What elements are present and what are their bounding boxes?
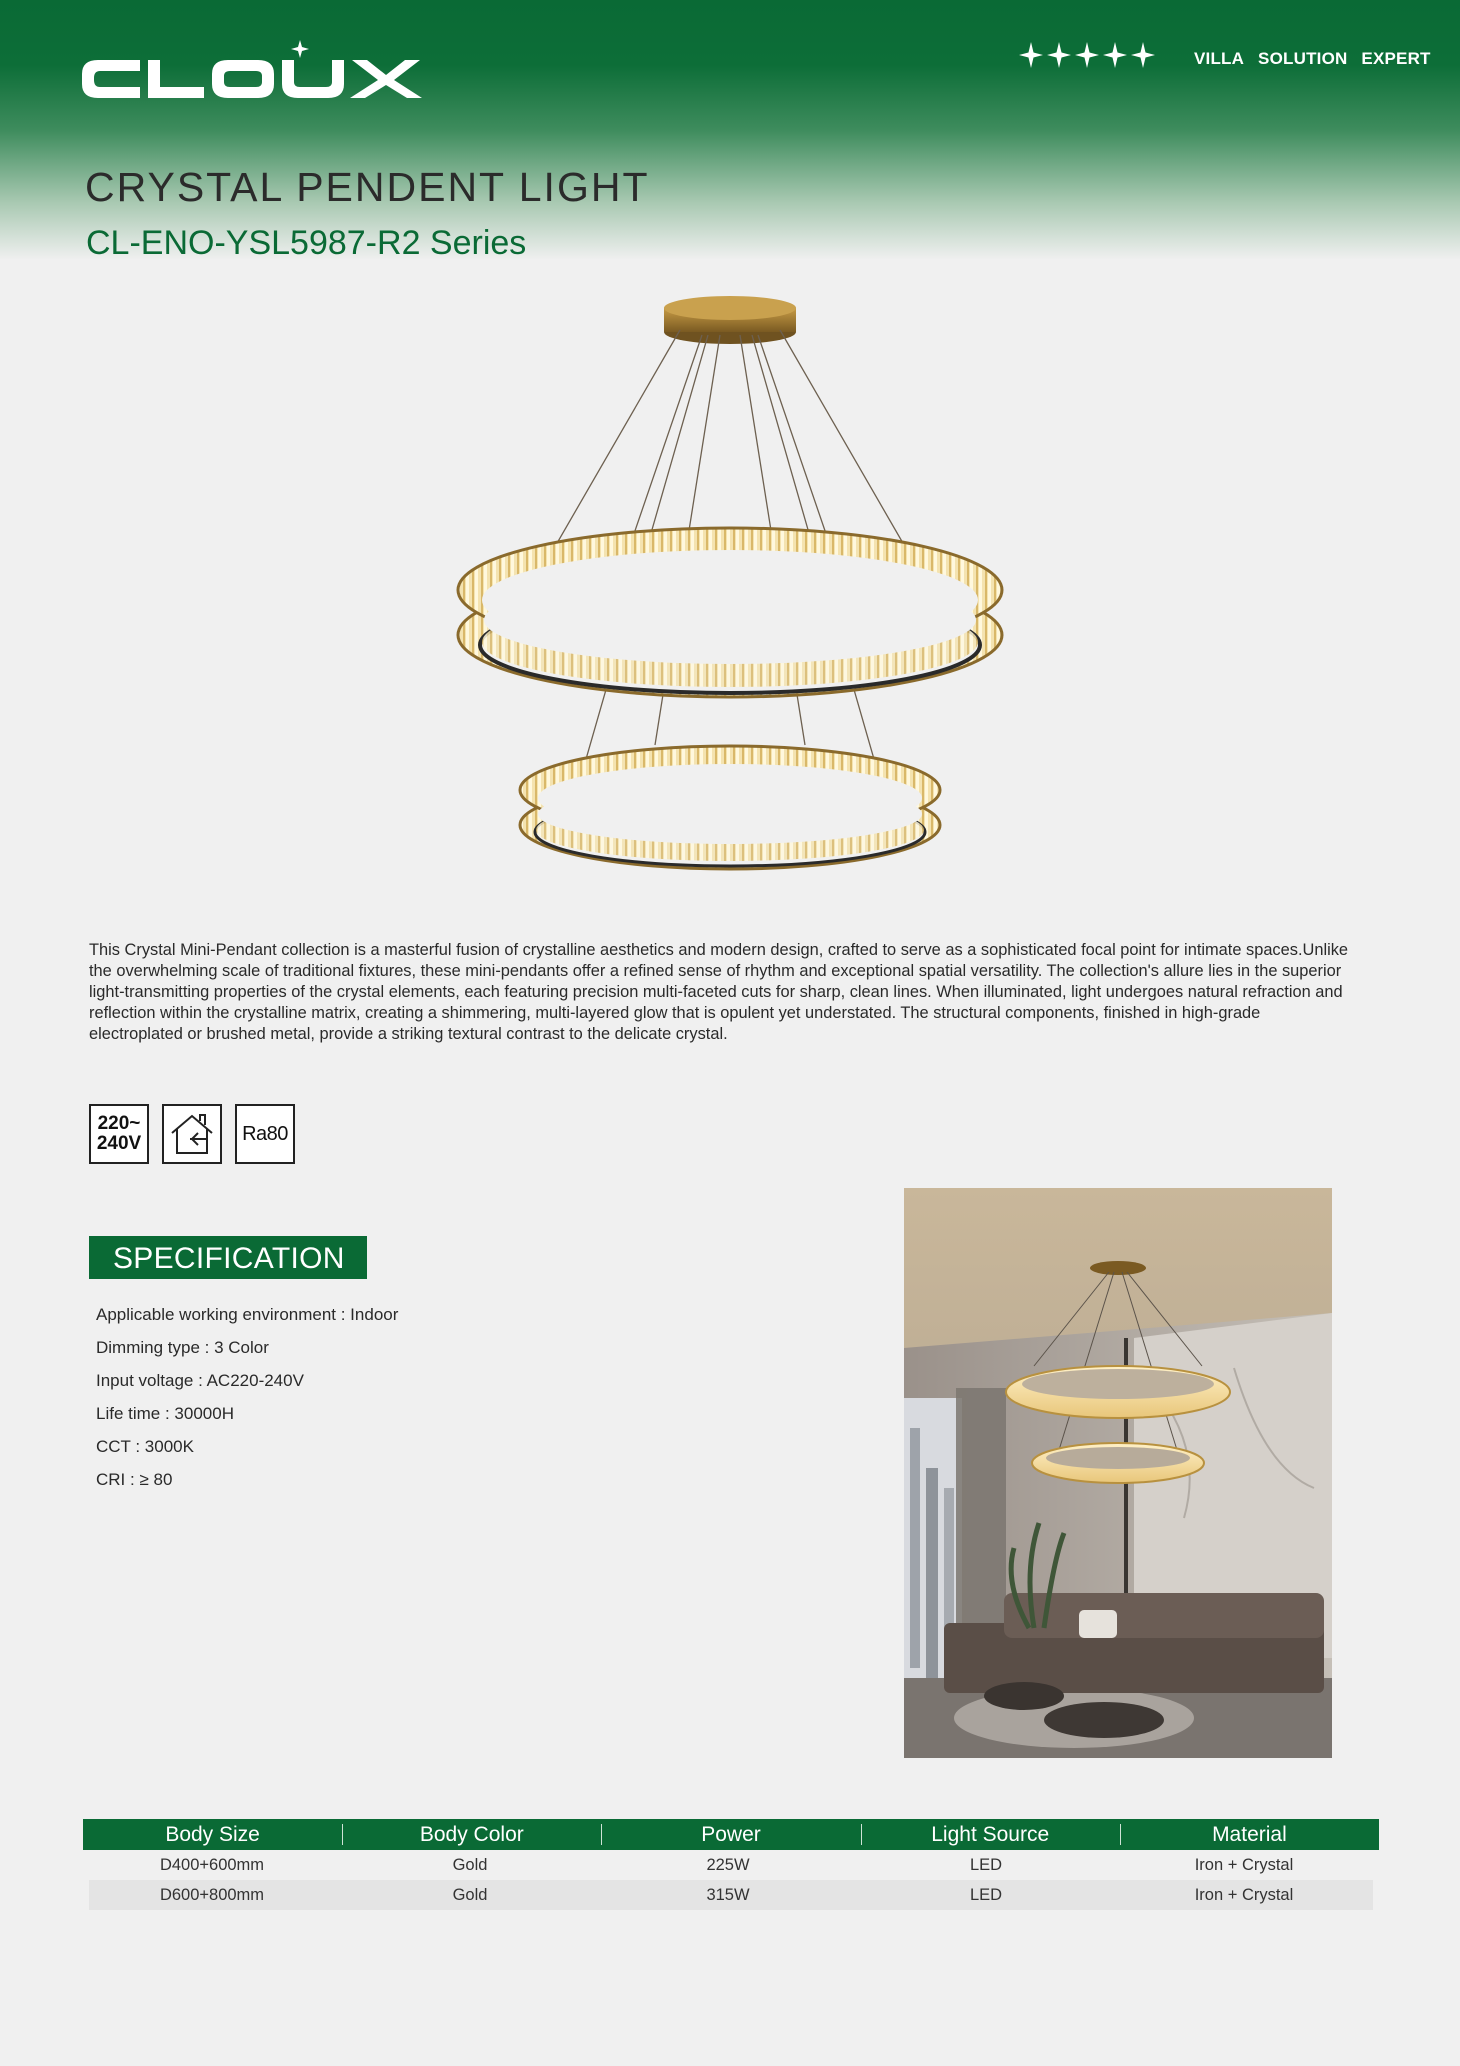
header-banner bbox=[0, 0, 1460, 260]
room-scene-image bbox=[904, 1188, 1332, 1758]
product-title: CRYSTAL PENDENT LIGHT bbox=[85, 164, 650, 210]
column-header: Body Size bbox=[165, 1823, 260, 1846]
spec-item: CCT : 3000K bbox=[96, 1437, 194, 1456]
product-series: CL-ENO-YSL5987-R2 Series bbox=[86, 224, 527, 262]
cloux-logo bbox=[82, 40, 437, 105]
star-icon bbox=[1074, 40, 1100, 70]
spec-header: SPECIFICATION bbox=[89, 1236, 367, 1279]
table-cell: Iron + Crystal bbox=[1194, 1886, 1294, 1904]
column-header: Power bbox=[601, 1819, 860, 1850]
spec-item: Input voltage : AC220-240V bbox=[96, 1371, 304, 1390]
column-header: Light Source bbox=[861, 1819, 1120, 1850]
spec-list bbox=[96, 1304, 398, 1502]
tagline-word: EXPERT bbox=[1361, 49, 1431, 68]
spec-item: CRI : ≥ 80 bbox=[96, 1470, 173, 1489]
table-row bbox=[89, 1880, 1373, 1910]
star-icon bbox=[1018, 40, 1044, 70]
star-icon bbox=[1046, 40, 1072, 70]
spec-item: Dimming type : 3 Color bbox=[96, 1338, 269, 1357]
table-cell: Gold bbox=[452, 1856, 488, 1874]
table-cell: LED bbox=[969, 1886, 1003, 1904]
chandelier-image bbox=[430, 290, 1030, 890]
star-icon bbox=[1102, 40, 1128, 70]
column-header: Body Color bbox=[342, 1819, 601, 1850]
table-cell: 315W bbox=[706, 1886, 750, 1904]
tagline-word: SOLUTION bbox=[1258, 49, 1348, 68]
table-cell: Gold bbox=[452, 1886, 488, 1904]
rating-stars bbox=[1018, 40, 1158, 76]
column-header: Material bbox=[1120, 1819, 1379, 1850]
voltage-line: 220~ bbox=[97, 1113, 141, 1134]
spec-item: Life time : 30000H bbox=[96, 1404, 234, 1423]
table-cell: D600+800mm bbox=[159, 1886, 265, 1904]
table-header bbox=[83, 1819, 1379, 1850]
feature-badges bbox=[89, 1104, 295, 1164]
table-cell: D400+600mm bbox=[159, 1856, 265, 1874]
product-table bbox=[83, 1819, 1379, 1910]
product-description: This Crystal Mini-Pendant collection is a masterful fusion of crystalline aesthetics and modern design, crafted to serve as a sophisticated focal point for intimate spaces.Unlike the overwhelming scale of traditional fixtures, these mini-pendants offer a refined sense of rhythm and exceptional spatial versatility. The collection's allure lies in the superior light-transmitting properties of the crystal elements, each featuring precision multi-faceted cuts for sharp, clean lines. When illuminated, light undergoes natural refraction and reflection within the crystalline matrix, creating a shimmering, multi-layered glow that is opulent yet understated. The structural components, finished in high-grade electroplated or brushed metal, provide a striking textural contrast to the delicate crystal. bbox=[89, 941, 1349, 1043]
spec-item: Applicable working environment : Indoor bbox=[96, 1305, 399, 1324]
table-cell: LED bbox=[969, 1856, 1003, 1874]
table-cell: Iron + Crystal bbox=[1194, 1856, 1294, 1874]
indoor-badge bbox=[162, 1104, 222, 1164]
cri-badge: Ra80 bbox=[235, 1104, 295, 1164]
table-row bbox=[89, 1850, 1373, 1880]
tagline-word: VILLA bbox=[1194, 49, 1245, 68]
indoor-house-icon bbox=[168, 1111, 216, 1157]
star-icon bbox=[1130, 40, 1156, 70]
table-cell: 225W bbox=[706, 1856, 750, 1874]
tagline bbox=[1194, 49, 1431, 69]
voltage-line: 240V bbox=[96, 1133, 142, 1154]
voltage-badge bbox=[89, 1104, 149, 1164]
